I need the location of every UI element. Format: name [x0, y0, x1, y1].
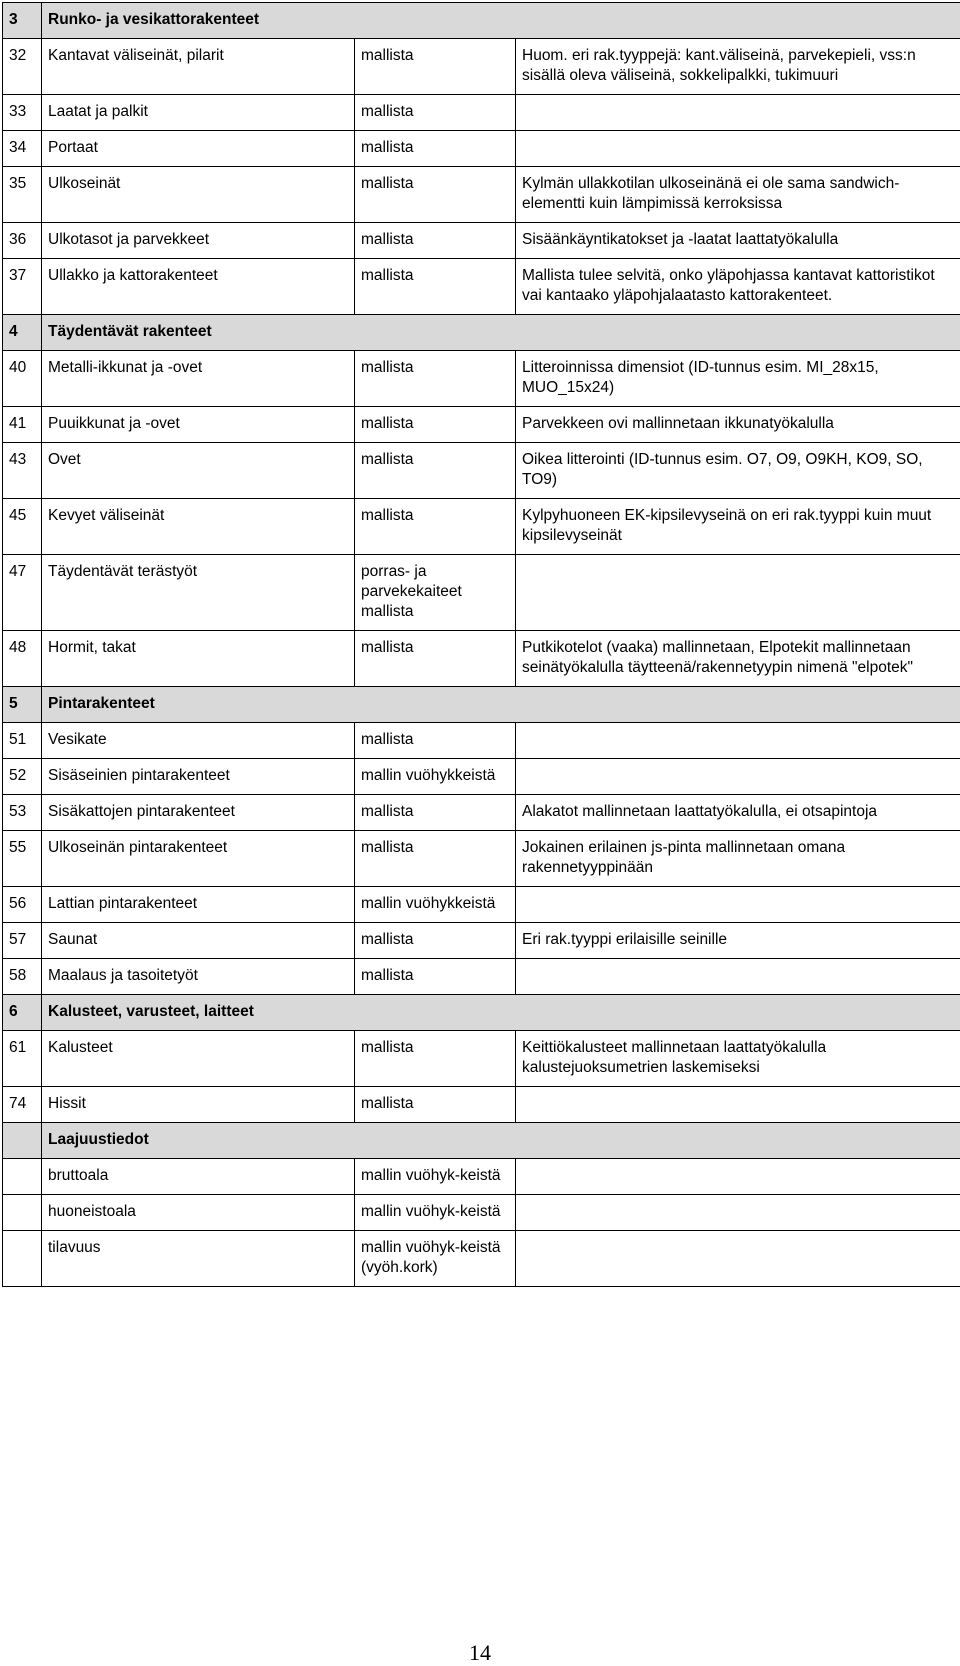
row-note: Litteroinnissa dimensiot (ID-tunnus esim. MI_28x15, MUO_15x24)	[516, 351, 960, 407]
row-method: porras- ja parvekekaiteet mallista	[355, 555, 516, 631]
row-method: mallista	[355, 131, 516, 167]
row-method: mallista	[355, 407, 516, 443]
row-name: Sisäseinien pintarakenteet	[42, 759, 355, 795]
row-method: mallista	[355, 39, 516, 95]
row-code: 56	[3, 887, 42, 923]
row-method: mallin vuöhykkeistä	[355, 887, 516, 923]
row-code: 41	[3, 407, 42, 443]
section-code: 5	[3, 687, 42, 723]
section-title: Kalusteet, varusteet, laitteet	[42, 995, 960, 1031]
row-code	[3, 1231, 42, 1287]
row-note: Kylpyhuoneen EK-kipsilevyseinä on eri rak.tyyppi kuin muut kipsilevyseinät	[516, 499, 960, 555]
table-row	[3, 131, 960, 167]
row-note: Huom. eri rak.tyyppejä: kant.väliseinä, parvekepieli, vss:n sisällä oleva väliseinä, sokkelipalkki, tukimuuri	[516, 39, 960, 95]
row-method: mallista	[355, 351, 516, 407]
table-row	[3, 259, 960, 315]
section-header-row	[3, 315, 960, 351]
row-method: mallista	[355, 723, 516, 759]
row-note: Eri rak.tyyppi erilaisille seinille	[516, 923, 960, 959]
row-code: 48	[3, 631, 42, 687]
row-method: mallista	[355, 831, 516, 887]
row-method: mallista	[355, 959, 516, 995]
table-row	[3, 759, 960, 795]
row-note: Sisäänkäyntikatokset ja -laatat laattatyökalulla	[516, 223, 960, 259]
row-name: Ulkoseinät	[42, 167, 355, 223]
row-name: Kalusteet	[42, 1031, 355, 1087]
row-method: mallin vuöhyk-keistä	[355, 1195, 516, 1231]
row-code: 51	[3, 723, 42, 759]
row-method: mallista	[355, 499, 516, 555]
row-name: Kevyet väliseinät	[42, 499, 355, 555]
table-row	[3, 95, 960, 131]
row-note: Alakatot mallinnetaan laattatyökalulla, ei otsapintoja	[516, 795, 960, 831]
table-row	[3, 1087, 960, 1123]
row-code: 55	[3, 831, 42, 887]
row-name: Ulkoseinän pintarakenteet	[42, 831, 355, 887]
row-name: Sisäkattojen pintarakenteet	[42, 795, 355, 831]
row-name: Ulkotasot ja parvekkeet	[42, 223, 355, 259]
page-number: 14	[0, 1640, 960, 1666]
row-name: Puuikkunat ja -ovet	[42, 407, 355, 443]
row-note	[516, 759, 960, 795]
table-body	[3, 3, 960, 1287]
table-row	[3, 923, 960, 959]
section-header-row	[3, 687, 960, 723]
row-code: 47	[3, 555, 42, 631]
section-title: Täydentävät rakenteet	[42, 315, 960, 351]
row-method: mallista	[355, 795, 516, 831]
table-row	[3, 443, 960, 499]
table-row	[3, 555, 960, 631]
row-note	[516, 555, 960, 631]
row-name: Metalli-ikkunat ja -ovet	[42, 351, 355, 407]
row-note	[516, 887, 960, 923]
row-method: mallista	[355, 443, 516, 499]
row-code: 58	[3, 959, 42, 995]
row-code: 36	[3, 223, 42, 259]
row-name: Vesikate	[42, 723, 355, 759]
row-method: mallista	[355, 1031, 516, 1087]
row-note	[516, 1231, 960, 1287]
row-name: Ovet	[42, 443, 355, 499]
row-name: Lattian pintarakenteet	[42, 887, 355, 923]
table-row	[3, 223, 960, 259]
section-code	[3, 1123, 42, 1159]
section-code: 3	[3, 3, 42, 39]
row-note: Mallista tulee selvitä, onko yläpohjassa kantavat kattoristikot vai kantaako yläpohjalaatasto kattorakenteet.	[516, 259, 960, 315]
row-code: 35	[3, 167, 42, 223]
row-note	[516, 1195, 960, 1231]
row-note	[516, 723, 960, 759]
section-header-row	[3, 1123, 960, 1159]
table-row	[3, 1195, 960, 1231]
row-code: 53	[3, 795, 42, 831]
table-row	[3, 887, 960, 923]
row-code	[3, 1195, 42, 1231]
row-note	[516, 959, 960, 995]
row-code: 32	[3, 39, 42, 95]
table-row	[3, 795, 960, 831]
row-note	[516, 1087, 960, 1123]
table-row	[3, 1031, 960, 1087]
row-name: Saunat	[42, 923, 355, 959]
row-method: mallista	[355, 95, 516, 131]
row-note: Putkikotelot (vaaka) mallinnetaan, Elpotekit mallinnetaan seinätyökalulla täytteenä/rakennetyypin nimenä "elpotek"	[516, 631, 960, 687]
row-name: Maalaus ja tasoitetyöt	[42, 959, 355, 995]
table-row	[3, 831, 960, 887]
section-title: Laajuustiedot	[42, 1123, 960, 1159]
table-row	[3, 959, 960, 995]
row-code: 57	[3, 923, 42, 959]
row-code: 37	[3, 259, 42, 315]
row-method: mallista	[355, 631, 516, 687]
row-code: 40	[3, 351, 42, 407]
row-name: Ullakko ja kattorakenteet	[42, 259, 355, 315]
row-note	[516, 95, 960, 131]
table-row	[3, 407, 960, 443]
row-note: Parvekkeen ovi mallinnetaan ikkunatyökalulla	[516, 407, 960, 443]
table-row	[3, 351, 960, 407]
section-code: 6	[3, 995, 42, 1031]
row-note: Keittiökalusteet mallinnetaan laattatyökalulla kalustejuoksumetrien laskemiseksi	[516, 1031, 960, 1087]
row-method: mallista	[355, 923, 516, 959]
row-name: Kantavat väliseinät, pilarit	[42, 39, 355, 95]
row-code	[3, 1159, 42, 1195]
row-note: Jokainen erilainen js-pinta mallinnetaan omana rakennetyyppinään	[516, 831, 960, 887]
row-name: Hormit, takat	[42, 631, 355, 687]
row-code: 43	[3, 443, 42, 499]
row-code: 34	[3, 131, 42, 167]
row-name: tilavuus	[42, 1231, 355, 1287]
row-note	[516, 131, 960, 167]
row-note	[516, 1159, 960, 1195]
table-row	[3, 167, 960, 223]
row-code: 33	[3, 95, 42, 131]
section-code: 4	[3, 315, 42, 351]
row-name: bruttoala	[42, 1159, 355, 1195]
row-name: Laatat ja palkit	[42, 95, 355, 131]
row-code: 61	[3, 1031, 42, 1087]
row-name: Täydentävät terästyöt	[42, 555, 355, 631]
row-name: huoneistoala	[42, 1195, 355, 1231]
table-row	[3, 631, 960, 687]
section-header-row	[3, 995, 960, 1031]
row-code: 52	[3, 759, 42, 795]
table-row	[3, 1159, 960, 1195]
section-title: Runko- ja vesikattorakenteet	[42, 3, 960, 39]
table-row	[3, 723, 960, 759]
row-method: mallista	[355, 259, 516, 315]
row-method: mallista	[355, 1087, 516, 1123]
row-method: mallista	[355, 167, 516, 223]
row-method: mallin vuöhyk-keistä	[355, 1159, 516, 1195]
quantity-takeoff-table	[2, 2, 960, 1287]
section-header-row	[3, 3, 960, 39]
section-title: Pintarakenteet	[42, 687, 960, 723]
row-note: Kylmän ullakkotilan ulkoseinänä ei ole sama sandwich-elementti kuin lämpimissä kerroksissa	[516, 167, 960, 223]
table-row	[3, 499, 960, 555]
row-method: mallin vuöhyk-keistä (vyöh.kork)	[355, 1231, 516, 1287]
table-row	[3, 39, 960, 95]
row-name: Hissit	[42, 1087, 355, 1123]
row-code: 45	[3, 499, 42, 555]
row-note: Oikea litterointi (ID-tunnus esim. O7, O9, O9KH, KO9, SO, TO9)	[516, 443, 960, 499]
row-code: 74	[3, 1087, 42, 1123]
row-name: Portaat	[42, 131, 355, 167]
row-method: mallin vuöhykkeistä	[355, 759, 516, 795]
row-method: mallista	[355, 223, 516, 259]
table-row	[3, 1231, 960, 1287]
